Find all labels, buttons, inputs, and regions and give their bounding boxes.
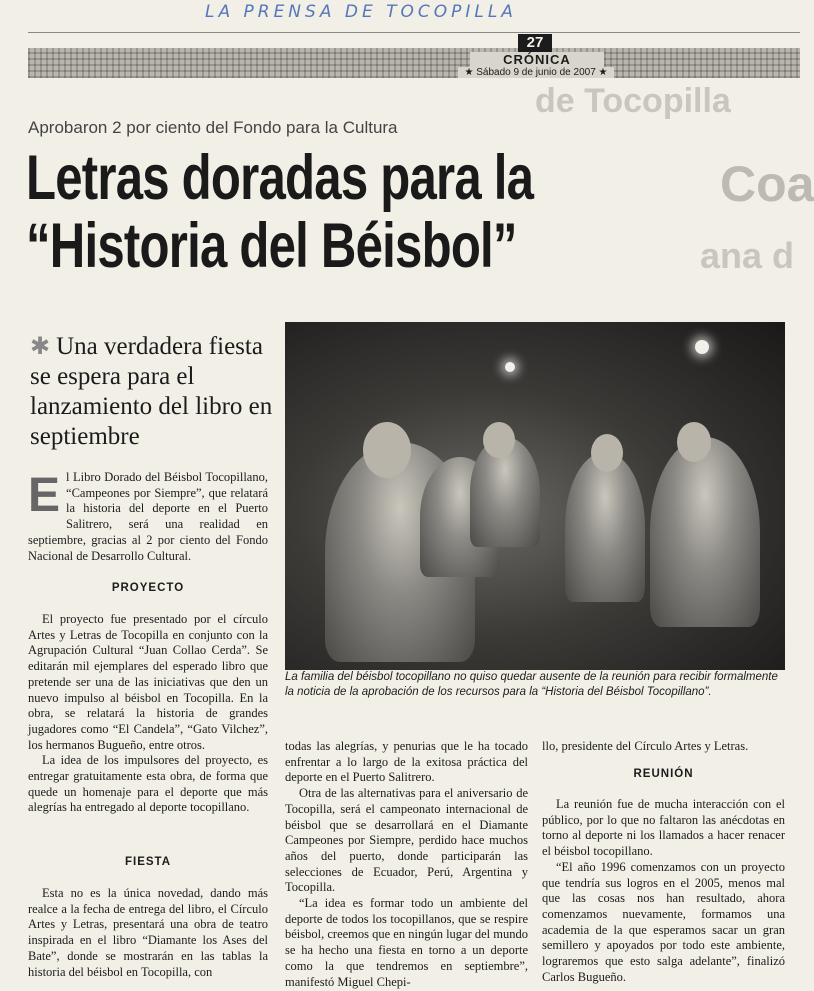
headline xyxy=(26,144,603,280)
person-figure xyxy=(565,452,645,602)
issue-date: ★ Sábado 9 de junio de 2007 ★ xyxy=(458,67,614,78)
person-head xyxy=(677,422,711,462)
header-rule xyxy=(28,32,800,33)
paragraph: “El año 1996 comenzamos con un proyecto que tendría sus logros en el 2005, menos mal que las cosas nos han resultado, ahora comenzamos nuevamente, formamos una academia de la que esperamos sacar un gran semillero y apoyados por todo este ambiente, lograremos que esto salga adelante”, finalizó Carlos Bugueño. xyxy=(542,859,785,984)
subhead-fiesta: FIESTA xyxy=(124,856,172,868)
kicker: Aprobaron 2 por ciento del Fondo para la Cultura xyxy=(28,118,398,137)
page-number: 27 xyxy=(518,34,552,52)
bleed-through-text: ana d xyxy=(700,235,795,276)
article-column xyxy=(542,797,785,985)
article-column xyxy=(542,739,785,755)
paragraph: todas las alegrías, y penurias que le ha tocado enfrentar a lo largo de la exitosa práctica del deporte en el Puerto Salitrero. xyxy=(285,739,528,785)
article-column xyxy=(28,886,268,980)
person-head xyxy=(363,422,411,478)
paragraph: llo, presidente del Círculo Artes y Letras. xyxy=(542,739,749,753)
person-head xyxy=(483,422,515,458)
intro-text: l Libro Dorado del Béisbol Tocopillano, “Campeones por Siempre”, que relatará la historia del deporte en el Puerto Salitrero, será una realidad en septiembre, gracias al 2 por ciento del Fondo Nacional de Desarrollo Cultural. xyxy=(28,470,268,563)
paragraph: Esta no es la única novedad, dando más realce a la fecha de entrega del libro, el Círculo Artes y Letras, presentará una obra de teatro inspirada en el libro “Diamante los Ases del Bate”, donde se mostrarán en las tablas la historia del béisbol en Tocopilla, con xyxy=(28,886,268,979)
headline-line: Letras doradas para la xyxy=(26,143,534,213)
subheadline xyxy=(30,332,280,452)
paragraph: “La idea es formar todo un ambiente del deporte de todos los tocopillanos, que se respire béisbol, creemos que en ningún lugar del mundo se ha hecho una fiesta en torno a un deporte como la que tendremos en septiembre”, manifestó Miguel Chepi- xyxy=(285,896,528,989)
bleed-through-text: de Tocopilla xyxy=(535,82,731,120)
lamp-light xyxy=(695,340,709,354)
paragraph: La idea de los impulsores del proyecto, es entregar gratuitamente esta obra, de forma que quede un homenaje para el deporte que más alegrías ha entregado al deporte tocopillano. xyxy=(28,753,268,815)
header-band xyxy=(28,48,800,78)
drop-cap: E xyxy=(28,469,61,522)
article-column xyxy=(28,612,268,816)
news-photo xyxy=(285,322,785,670)
subheadline-text: Una verdadera fiesta se espera para el lanzamiento del libro en septiembre xyxy=(30,333,273,450)
person-figure xyxy=(650,437,760,627)
photo-caption: La familia del béisbol tocopillano no quiso quedar ausente de la reunión para recibir formalmente la noticia de la aprobación de los recursos para la “Historia del Béisbol Tocopillano”. xyxy=(285,671,778,698)
intro-paragraph xyxy=(28,470,268,564)
subhead-proyecto: PROYECTO xyxy=(111,582,185,594)
headline-line: “Historia del Béisbol” xyxy=(26,211,517,281)
asterisk-icon: ✱ xyxy=(30,334,51,360)
article-column xyxy=(285,739,528,990)
lamp-light xyxy=(505,362,515,372)
handwritten-note: LA PRENSA DE TOCOPILLA xyxy=(205,2,517,22)
bleed-through-text: Coa xyxy=(720,156,814,212)
person-head xyxy=(591,434,623,472)
section-name: CRÓNICA xyxy=(470,52,604,67)
paragraph: La reunión fue de mucha interacción con el público, por lo que no faltaron las anécdotas en torno al deporte ni los llamados a hacer renacer el béisbol tocopillano. xyxy=(542,797,785,859)
paragraph: Otra de las alternativas para el aniversario de Tocopilla, será el campeonato internacional de béisbol que se desarrollará en el Diamante Campeones por Siempre, perdido hace muchos años del puerto, donde participarán las selecciones de Ecuador, Perú, Argentina y Tocopilla. xyxy=(285,786,528,895)
subhead-reunion: REUNIÓN xyxy=(633,768,694,780)
paragraph: El proyecto fue presentado por el círculo Artes y Letras de Tocopilla en conjunto con la Agrupación Cultural “Juan Collao Cerda”. Se editarán mil ejemplares del esperado libro que pretende ser una de las iniciativas que den un nuevo impulso al béisbol en Tocopilla. En la obra, se relatará la historia de grandes jugadores como “El Candela”, “Gato Vilchez”, los hermanos Bugueño, entre otros. xyxy=(28,612,268,752)
